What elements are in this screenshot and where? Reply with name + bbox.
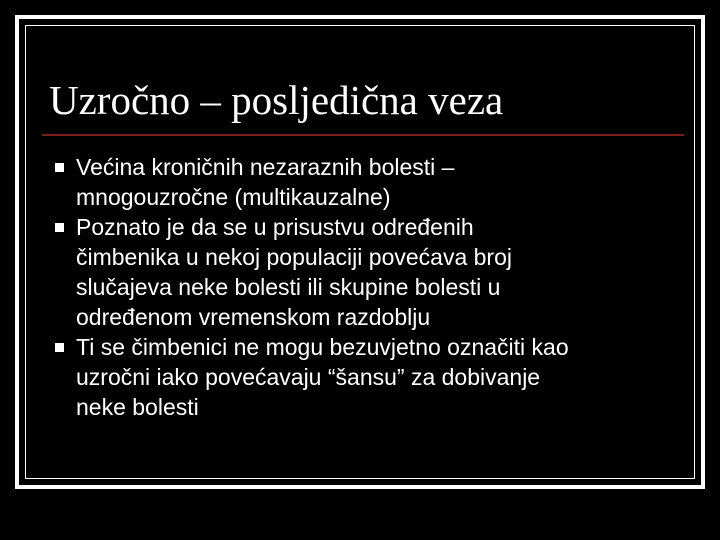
title-divider xyxy=(42,134,684,136)
bullet-text-line: neke bolesti xyxy=(76,394,199,420)
bullet-text-line: slučajeva neke bolesti ili skupine bolesti u xyxy=(76,274,501,300)
bullet-item xyxy=(50,212,690,332)
bullet-text-line: određenom vremenskom razdoblju xyxy=(76,304,431,330)
bullet-text-line: mnogouzročne (multikauzalne) xyxy=(76,184,391,210)
bullet-text-line: čimbenika u nekoj populaciji povećava broj xyxy=(76,244,512,270)
bullet-text-line: Većina kroničnih nezaraznih bolesti – xyxy=(76,154,455,180)
bullet-item xyxy=(50,152,690,212)
bullet-text-line: uzročni iako povećavaju “šansu” za dobivanje xyxy=(76,364,541,390)
slide-title: Uzročno – posljedična veza xyxy=(49,77,504,123)
bullet-text-line: Poznato je da se u prisustvu određenih xyxy=(76,214,474,240)
square-bullet-icon xyxy=(55,343,64,352)
square-bullet-icon xyxy=(55,223,64,232)
bullet-list xyxy=(50,152,690,422)
square-bullet-icon xyxy=(55,163,64,172)
bullet-text-line: Ti se čimbenici ne mogu bezuvjetno označiti kao xyxy=(76,334,569,360)
bullet-item xyxy=(50,332,690,422)
